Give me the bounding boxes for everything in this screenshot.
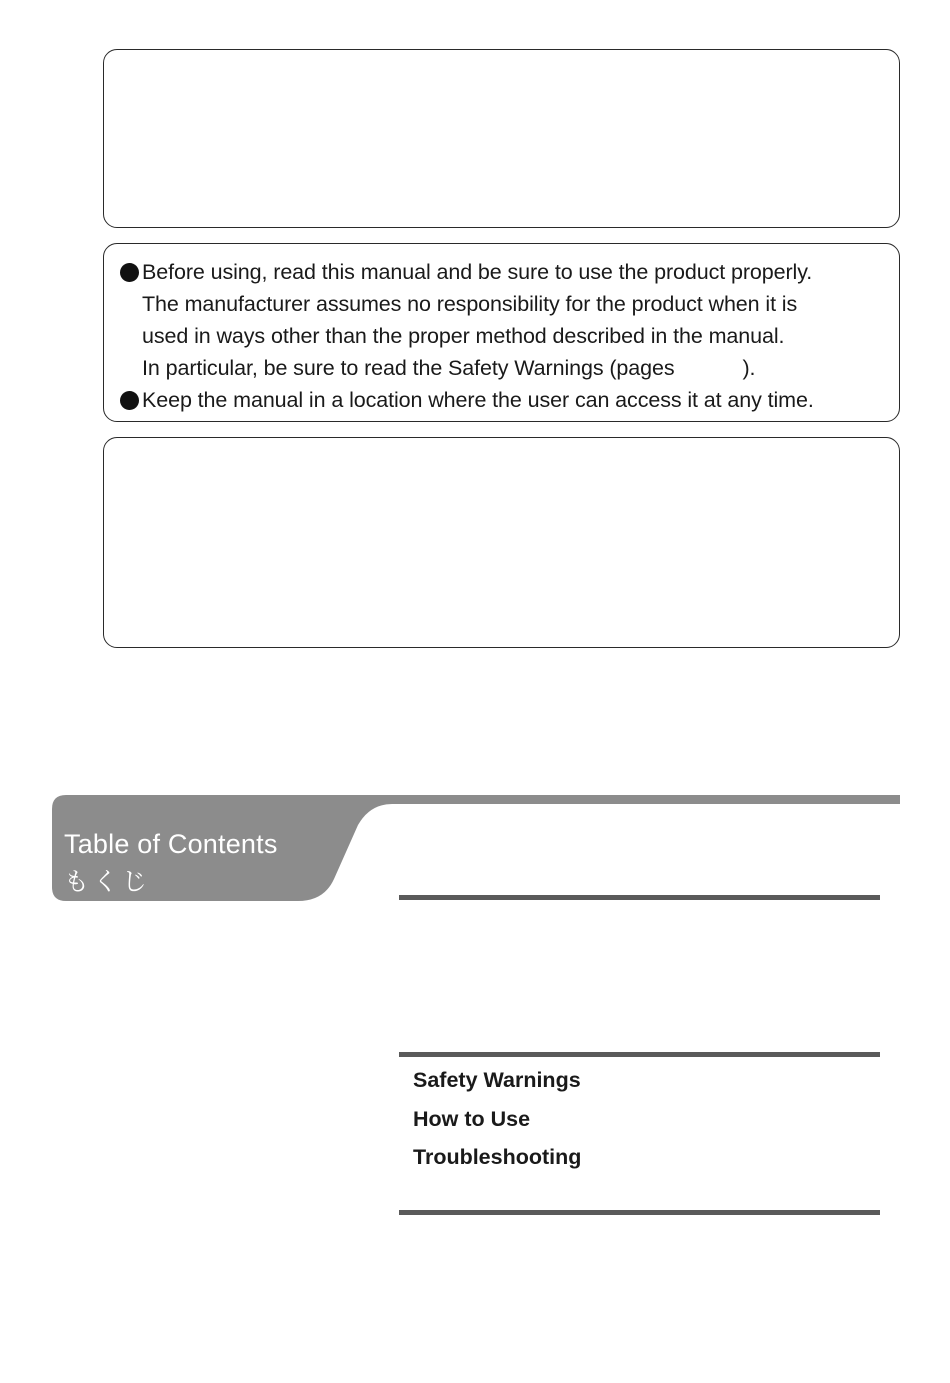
toc-item-how-to-use[interactable]: How to Use: [413, 1107, 531, 1131]
bullet-icon: [120, 263, 139, 282]
toc-heading: Table of Contents: [64, 829, 278, 859]
usage-notice-box: [103, 243, 900, 422]
divider-rule: [399, 1210, 880, 1215]
divider-rule: [399, 1052, 880, 1057]
toc-item-safety-warnings[interactable]: Safety Warnings: [413, 1068, 581, 1092]
notice-line-2: The manufacturer assumes no responsibility for the product when it is: [142, 292, 798, 316]
divider-rule: [399, 895, 880, 900]
empty-frame-top: [103, 49, 900, 228]
notice-line-5: Keep the manual in a location where the user can access it at any time.: [120, 384, 889, 416]
toc-item-troubleshooting[interactable]: Troubleshooting: [413, 1145, 582, 1169]
empty-frame-bottom: [103, 437, 900, 648]
notice-line-4: In particular, be sure to read the Safety Warnings (pages ).: [142, 356, 756, 380]
notice-line-3: used in ways other than the proper method described in the manual.: [142, 324, 785, 348]
toc-heading-japanese: もくじ: [64, 868, 152, 896]
notice-line-1: Before using, read this manual and be sure to use the product properly.: [120, 256, 889, 288]
bullet-icon: [120, 391, 139, 410]
